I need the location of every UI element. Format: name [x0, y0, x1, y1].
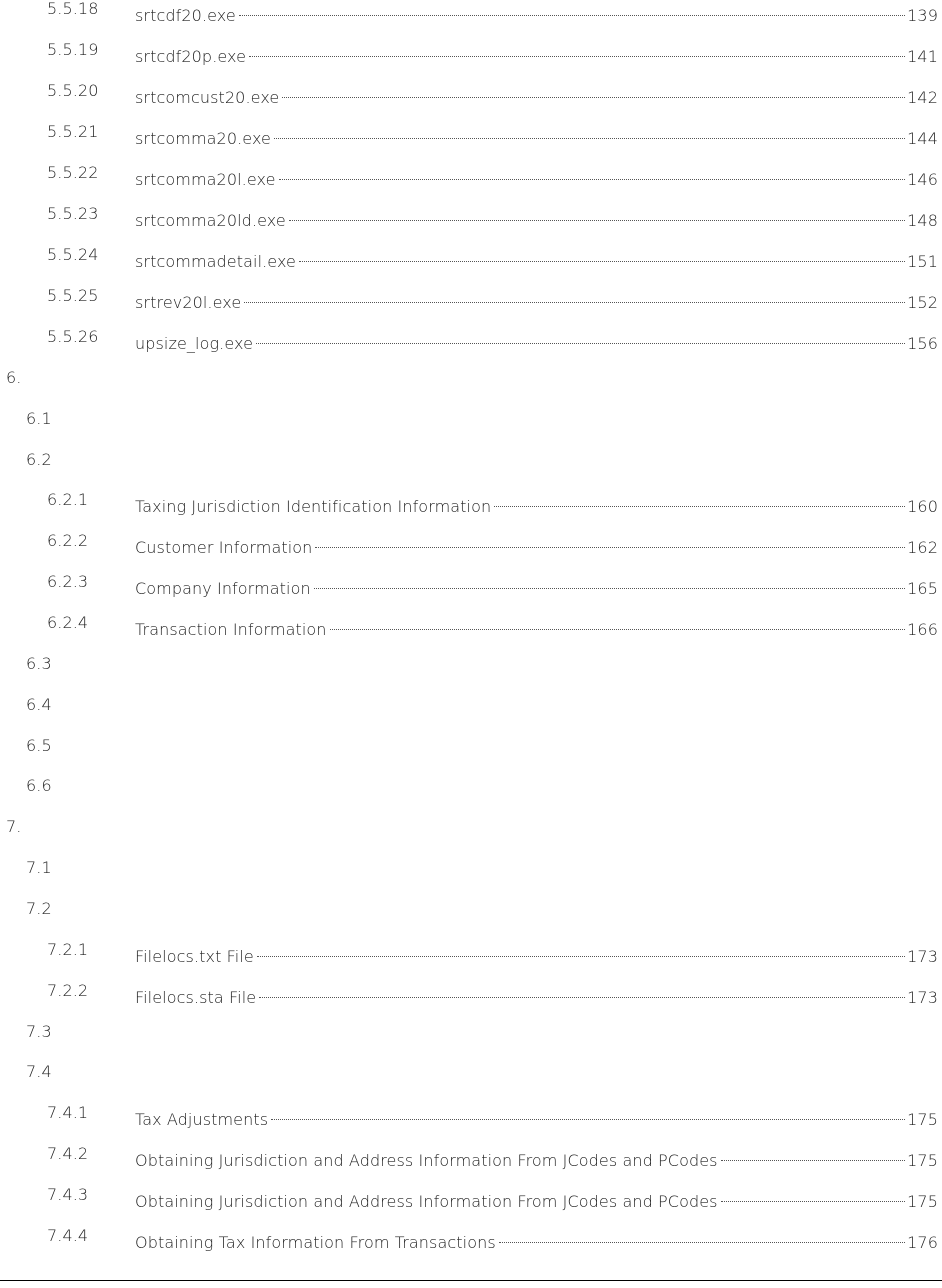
- dot-leader: [499, 1224, 905, 1248]
- toc-entry[interactable]: [0, 1224, 942, 1252]
- toc-section-heading[interactable]: [0, 1020, 942, 1044]
- dot-leader: [721, 1142, 906, 1166]
- toc-entry-title: Company Information: [135, 579, 311, 598]
- toc-entry-page: 142: [907, 88, 938, 107]
- toc-entry[interactable]: [0, 938, 942, 966]
- toc-section-heading[interactable]: [0, 693, 942, 717]
- toc-entry-number: 6.2.1: [47, 490, 89, 509]
- toc-entry[interactable]: [0, 611, 942, 639]
- toc-entry-page: 173: [907, 988, 938, 1007]
- toc-entry-title: Customer Information: [135, 538, 313, 557]
- toc-entry-title: Transaction Information: [135, 620, 327, 639]
- toc-section-heading[interactable]: [0, 856, 942, 880]
- toc-section-heading[interactable]: [0, 1060, 942, 1084]
- toc-entry-title: Filelocs.txt File: [135, 947, 254, 966]
- toc-entry-title: srtrev20l.exe: [135, 293, 242, 312]
- toc-entry-title: srtcomcust20.exe: [135, 88, 280, 107]
- toc-entry-page: 139: [907, 6, 938, 25]
- toc-entry[interactable]: [0, 243, 942, 271]
- toc-section-heading[interactable]: [0, 897, 942, 921]
- toc-entry[interactable]: [0, 0, 942, 25]
- toc-entry-page: 173: [907, 947, 938, 966]
- dot-leader: [256, 325, 905, 349]
- toc-entry-title: srtcomma20ld.exe: [135, 211, 286, 230]
- toc-entry-number: 7.1: [26, 858, 52, 877]
- toc-entry-title: Taxing Jurisdiction Identification Information: [135, 497, 492, 516]
- toc-entry-page: 160: [907, 497, 938, 516]
- toc-entry-number: 6.2.4: [47, 613, 89, 632]
- toc-entry-number: 7.4.3: [47, 1185, 89, 1204]
- toc-entry-title: srtcdf20.exe: [135, 6, 236, 25]
- toc-section-heading[interactable]: [0, 734, 942, 758]
- toc-entry[interactable]: [0, 79, 942, 107]
- toc-entry-page: 162: [907, 538, 938, 557]
- toc-entry-page: 176: [907, 1233, 938, 1252]
- toc-entry[interactable]: [0, 1142, 942, 1170]
- dot-leader: [279, 161, 906, 185]
- toc-entry[interactable]: [0, 1183, 942, 1211]
- toc-entry-title: Filelocs.sta File: [135, 988, 257, 1007]
- toc-entry-number: 6.3: [26, 654, 52, 673]
- toc-entry-title: srtcomma20.exe: [135, 129, 271, 148]
- toc-entry[interactable]: [0, 202, 942, 230]
- toc-entry[interactable]: [0, 570, 942, 598]
- dot-leader: [249, 38, 905, 62]
- toc-entry-title: Obtaining Jurisdiction and Address Information From JCodes and PCodes: [135, 1151, 718, 1170]
- toc-entry-number: 6.4: [26, 695, 52, 714]
- toc-entry[interactable]: [0, 325, 942, 353]
- toc-entry-number: 5.5.19: [47, 40, 99, 59]
- toc-entry-page: 175: [907, 1192, 938, 1211]
- toc-entry-title: upsize_log.exe: [135, 334, 254, 353]
- toc-entry-number: 6.5: [26, 736, 52, 755]
- dot-leader: [282, 79, 905, 103]
- toc-entry-number: 5.5.22: [47, 163, 99, 182]
- toc-entry-title: srtcomma20l.exe: [135, 170, 276, 189]
- dot-leader: [330, 611, 906, 635]
- toc-entry-number: 7.3: [26, 1022, 52, 1041]
- toc-entry-number: 5.5.23: [47, 204, 99, 223]
- toc-section-heading[interactable]: [0, 407, 942, 431]
- toc-chapter-heading[interactable]: [0, 815, 942, 839]
- toc-entry-page: 165: [907, 579, 938, 598]
- toc-entry[interactable]: [0, 529, 942, 557]
- toc-entry-number: 7.4.1: [47, 1103, 89, 1122]
- toc-entry-number: 7.2.2: [47, 981, 89, 1000]
- toc-entry[interactable]: [0, 284, 942, 312]
- toc-entry-number: 6.2.3: [47, 572, 89, 591]
- toc-entry-number: 7.: [6, 817, 22, 836]
- toc-entry[interactable]: [0, 38, 942, 66]
- toc-section-heading[interactable]: [0, 652, 942, 676]
- toc-entry-number: 5.5.24: [47, 245, 99, 264]
- toc-entry-number: 5.5.20: [47, 81, 99, 100]
- dot-leader: [494, 488, 905, 512]
- dot-leader: [244, 284, 905, 308]
- toc-chapter-heading[interactable]: [0, 366, 942, 390]
- toc-entry-title: Tax Adjustments: [135, 1110, 269, 1129]
- toc-entry-number: 7.2: [26, 899, 52, 918]
- dot-leader: [289, 202, 905, 226]
- toc-entry-number: 7.4.2: [47, 1144, 89, 1163]
- toc-entry-title: Obtaining Tax Information From Transactions: [135, 1233, 496, 1252]
- dot-leader: [259, 979, 905, 1003]
- toc-section-heading[interactable]: [0, 448, 942, 472]
- toc-entry-number: 7.4.4: [47, 1226, 89, 1245]
- toc-entry-number: 6.: [6, 368, 22, 387]
- toc-section-heading[interactable]: [0, 774, 942, 798]
- toc-entry-page: 156: [907, 334, 938, 353]
- toc-entry[interactable]: [0, 161, 942, 189]
- toc-entry-number: 6.2: [26, 450, 52, 469]
- toc-entry-page: 141: [907, 47, 938, 66]
- toc-entry-number: 5.5.21: [47, 122, 99, 141]
- page-bottom-rule: [0, 1280, 942, 1281]
- toc-entry-page: 152: [907, 293, 938, 312]
- toc-entry-number: 5.5.18: [47, 0, 99, 18]
- toc-entry-number: 7.4: [26, 1062, 52, 1081]
- toc-entry-page: 148: [907, 211, 938, 230]
- toc-entry-page: 175: [907, 1151, 938, 1170]
- dot-leader: [271, 1101, 905, 1125]
- dot-leader: [274, 120, 905, 144]
- dot-leader: [257, 938, 905, 962]
- toc-entry-page: 175: [907, 1110, 938, 1129]
- toc-entry-number: 6.6: [26, 776, 52, 795]
- toc-entry[interactable]: [0, 979, 942, 1007]
- dot-leader: [299, 243, 905, 267]
- toc-entry[interactable]: [0, 120, 942, 148]
- toc-entry-page: 166: [907, 620, 938, 639]
- toc-entry-number: 5.5.25: [47, 286, 99, 305]
- toc-entry-title: srtcdf20p.exe: [135, 47, 247, 66]
- toc-entry-page: 151: [907, 252, 938, 271]
- toc-entry-number: 5.5.26: [47, 327, 99, 346]
- dot-leader: [315, 529, 905, 553]
- toc-entry-page: 146: [907, 170, 938, 189]
- toc-entry-title: Obtaining Jurisdiction and Address Information From JCodes and PCodes: [135, 1192, 718, 1211]
- toc-entry-page: 144: [907, 129, 938, 148]
- toc-entry-number: 7.2.1: [47, 940, 89, 959]
- toc-entry[interactable]: [0, 1101, 942, 1129]
- dot-leader: [721, 1183, 906, 1207]
- toc-entry-number: 6.1: [26, 409, 52, 428]
- toc-entry[interactable]: [0, 488, 942, 516]
- dot-leader: [239, 0, 905, 21]
- dot-leader: [314, 570, 905, 594]
- toc-entry-number: 6.2.2: [47, 531, 89, 550]
- toc-entry-title: srtcommadetail.exe: [135, 252, 296, 271]
